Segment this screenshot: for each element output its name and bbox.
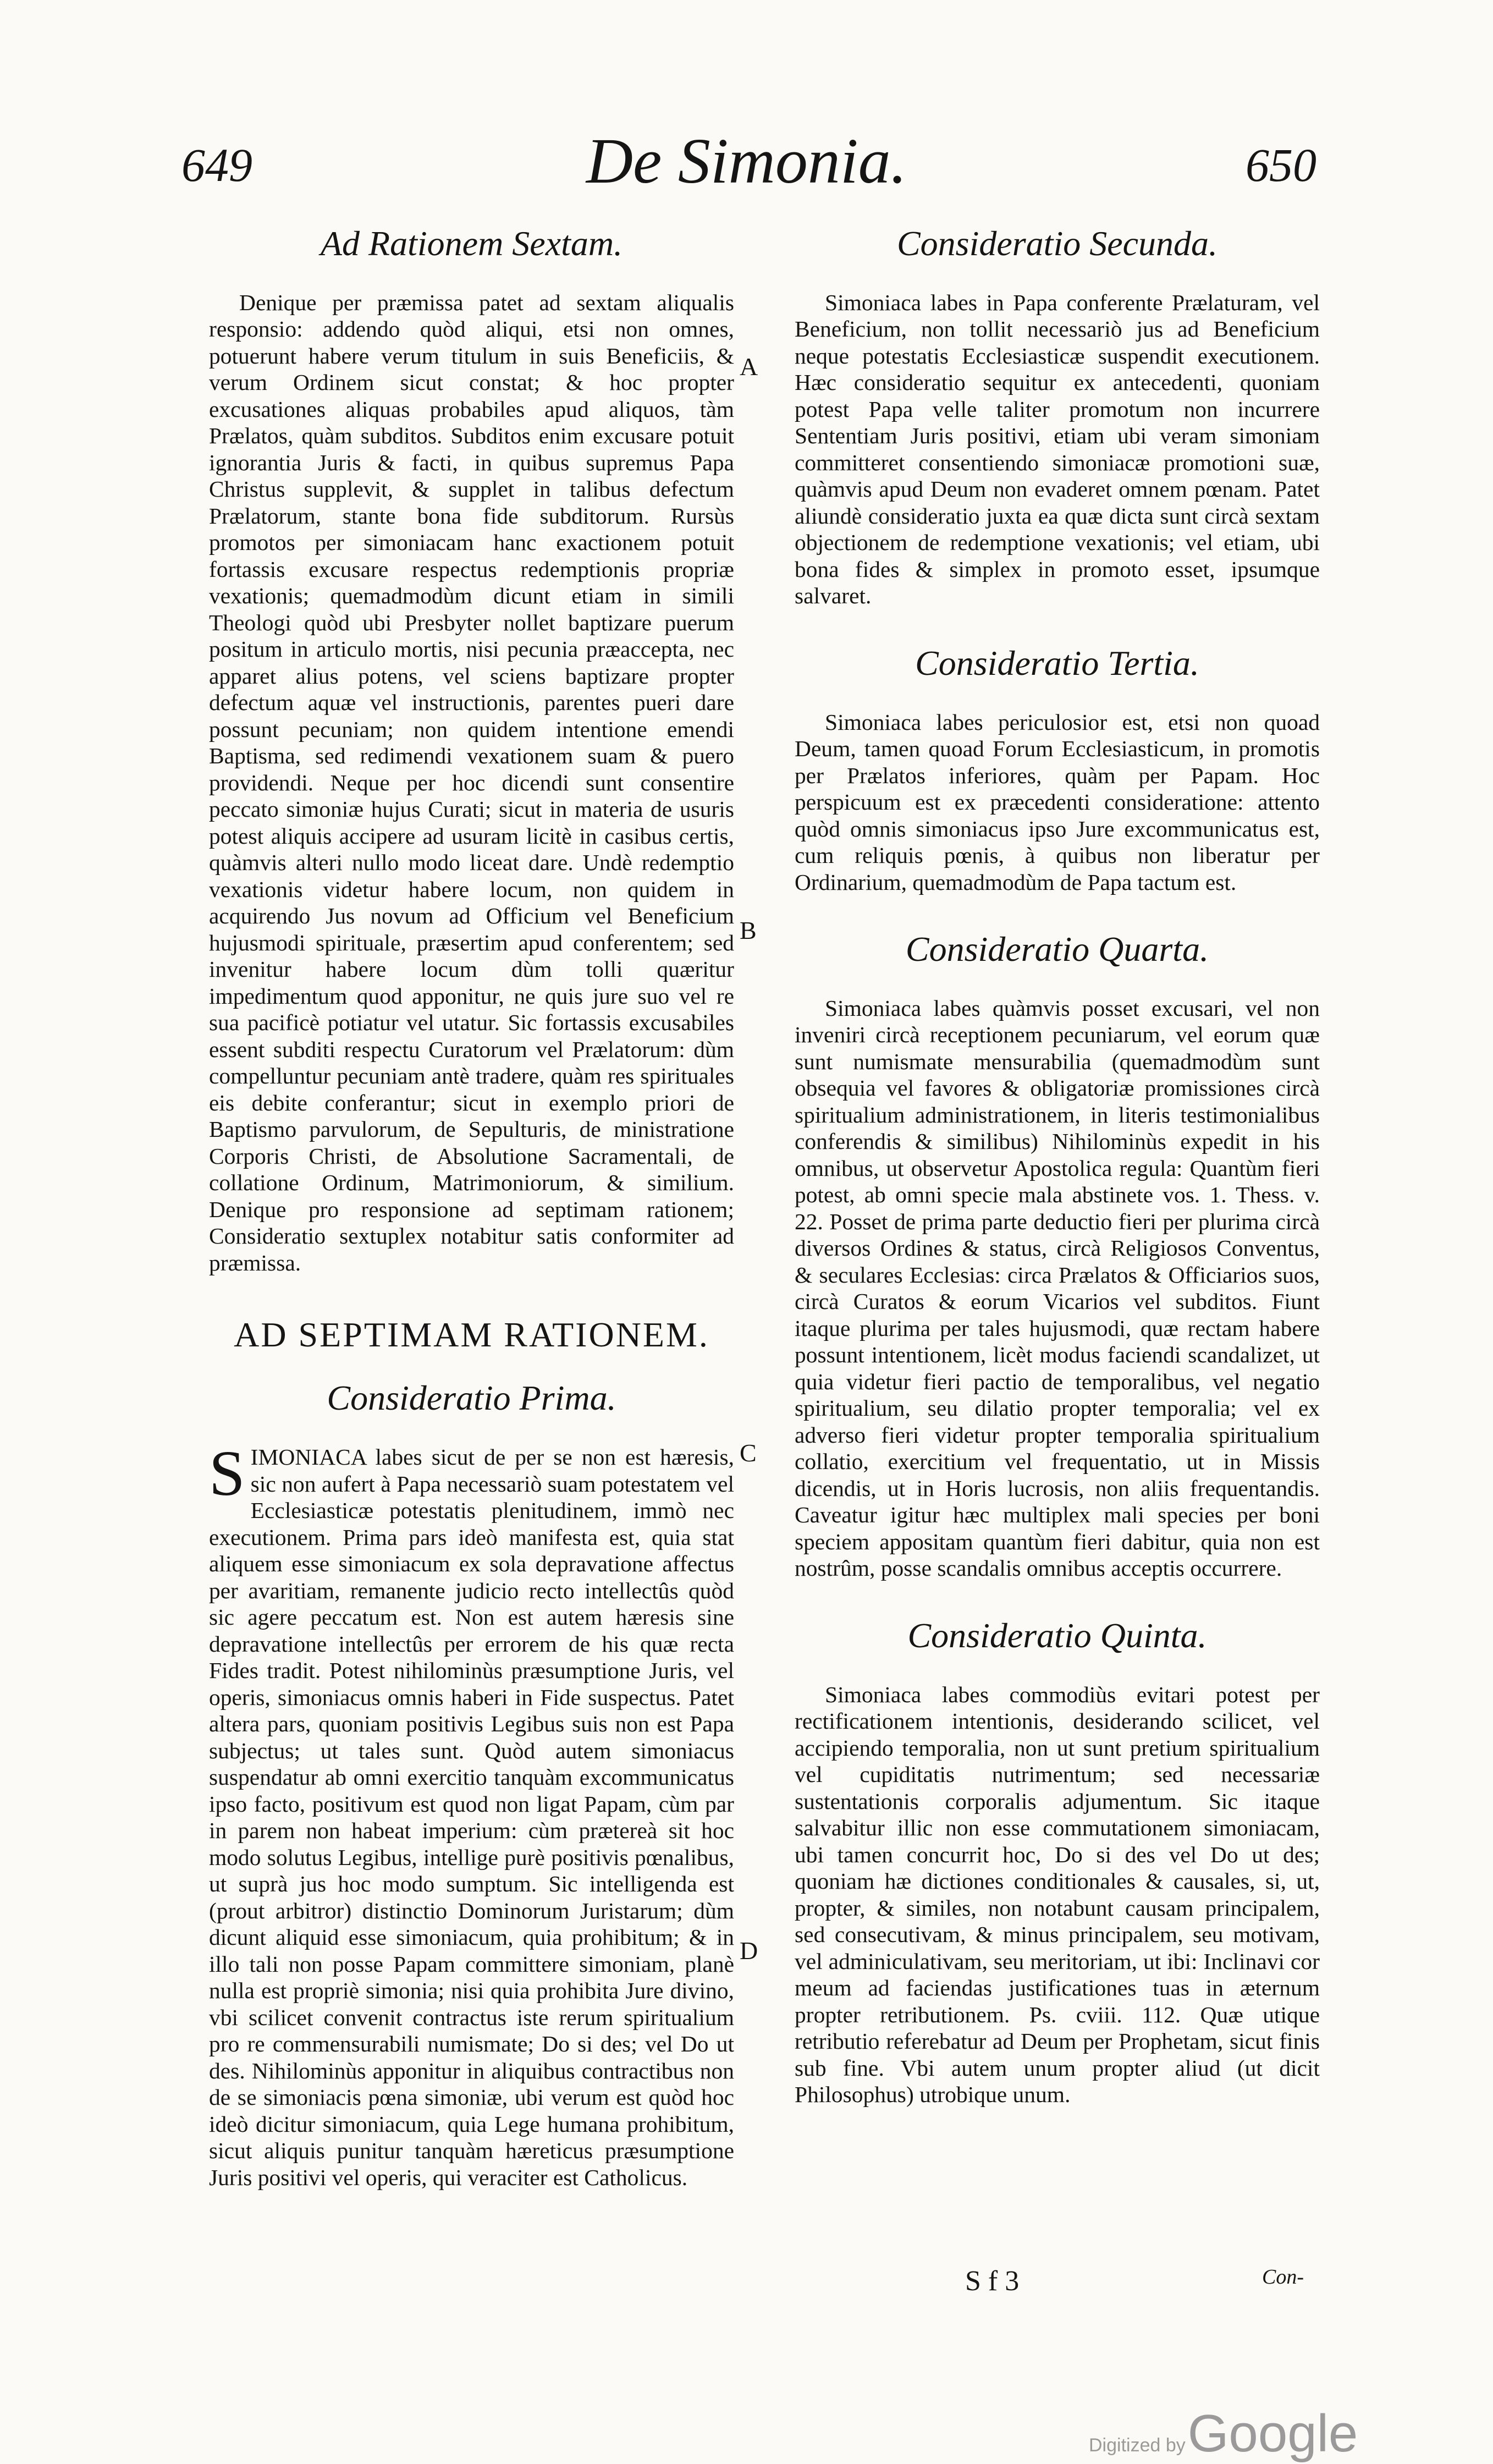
watermark-small-text: Digitized by bbox=[1089, 2435, 1186, 2456]
heading-consideratio-secunda: Consideratio Secunda. bbox=[896, 224, 1218, 263]
right-column bbox=[795, 223, 1320, 2141]
watermark-logo-text: Google bbox=[1187, 2404, 1358, 2463]
catchword: Con- bbox=[1262, 2265, 1304, 2289]
heading-ad-septimam-rationem: AD SEPTIMAM RATIONEM. bbox=[234, 1315, 709, 1355]
page-number-right: 650 bbox=[1246, 139, 1316, 191]
paragraph-secunda: Simoniaca labes in Papa conferente Prælaturam, vel Beneficium, non tollit necessariò jus ad Beneficium neque potestatis Ecclesiasticæ suspendit executionem. Hæc consideratio sequitur ex antecedenti, quoniam potest Papa velle taliter promotum non incurrere Sententiam Juris positivi, etiam ubi veram simoniam committeret consentiendo simoniacæ promotioni suæ, quàmvis apud Deum non evaderet omnem pœnam. Patet aliundè consideratio juxta ea quæ dicta sunt circà sextam objectionem de redemptione vexationis; vel etiam, ubi bona fides & simplex in promoto esset, ipsumque salvaret. bbox=[795, 289, 1320, 609]
paragraph-sextam: Denique per præmissa patet ad sextam aliqualis responsio: addendo quòd aliqui, etsi non omnes, potuerunt habere verum titulum in suis Beneficiis, & verum Ordinem sicut constat; & hoc propter excusationes aliquas probabiles apud aliquos, tàm Prælatos, quàm subditos. Subditos enim excusare potuit ignorantia Juris & facti, in quibus supremus Papa Christus supplevit, & supplet in talibus defectum Prælatorum, stante bona fide subditorum. Rursùs promotos per simoniacam hanc exactionem potuit fortassis excusare respectus redemptionis propriæ vexationis; quemadmodùm dicunt etiam in simili Theologi quòd ubi Presbyter nollet baptizare puerum positum in articulo mortis, nisi pecunia præaccepta, nec apparet alius potens, vel sciens baptizare propter defectum aquæ vel instructionis, parentes pueri dare possunt pecuniam; non quidem intentione emendi Baptisma, sed redimendi vexationem suam & puero providendi. Neque per hoc dicendi sunt consentire peccato simoniæ hujus Curati; sicut in materia de usuris potest aliquis accipere ad usuram licitè in casibus certis, quàmvis alteri nullo modo liceat dare. Undè redemptio vexationis videtur habere locum, non quidem in acquirendo Jus novum ad Officium vel Beneficium hujusmodi spirituale, præsertim apud conferentem; sed invenitur habere locum dùm tolli quæritur impedimentum quod apponitur, ne quis jure suo vel re sua pacificè potiatur vel utatur. Sic fortassis excusabiles essent subditi respectu Curatorum vel Prælatorum: dùm compelluntur pecuniam antè tradere, quàm res spirituales eis debite conferantur; sicut in exemplo priori de Baptismo parvulorum, de Sepulturis, de ministratione Corporis Christi, de Absolutione Sacramentali, de collatione Ordinum, Matrimoniorum, & similium. Denique pro responsione ad septimam rationem; Consideratio sextuplex notabitur satis conformiter ad præmissa. bbox=[209, 289, 734, 1275]
heading-consideratio-prima: Consideratio Prima. bbox=[327, 1378, 616, 1418]
left-column bbox=[209, 223, 734, 2224]
margin-marker-a: A bbox=[740, 353, 758, 381]
margin-marker-b: B bbox=[740, 916, 757, 944]
heading-consideratio-quinta: Consideratio Quinta. bbox=[907, 1615, 1207, 1655]
prima-block bbox=[209, 1437, 734, 2191]
heading-consideratio-quarta: Consideratio Quarta. bbox=[905, 930, 1209, 969]
paragraph-quarta: Simoniaca labes quàmvis posset excusari, vel non inveniri circà receptionem pecuniarum, vel eorum quæ sunt numismate mensurabilia (quemadmodùm sunt obsequia vel favores & obligatoriæ promissiones circà spiritualium administrationem, in literis testimonialibus conferendis & similibus) Nihilominùs expedit in his omnibus, ut observetur Apostolica regula: Quantùm fieri potest, ab omni specie mala abstinete vos. 1. Thess. v. 22. Posset de prima parte deductio fieri per plurima circà diversos Ordines & status, circà Religiosos Conventus, & seculares Ecclesias: circa Prælatos & Officiarios suos, circà Curatos & eorum Vicarios vel subditos. Fiunt itaque plurima per tales hujusmodi, quæ rectam habere possunt intentionem, licèt modus faciendi scandalizet, ut quia videtur fieri pactio de temporalibus, vel negatio spiritualium, seu dilatio propter temporalia; vel ex adverso fieri videtur propter temporalia spiritualium collatio, exercitium vel frequentatio, ut in Missis dicendis, ut in Horis lucrosis, non aliis frequentandis. Caveatur igitur hæc multiplex mali species per boni speciem appositam quantùm fieri dabitur, quia non est nostrûm, posse scandalis omnibus acceptis occurrere. bbox=[795, 995, 1320, 1581]
digitized-by-google-watermark bbox=[1089, 2404, 1358, 2464]
signature-mark: S f 3 bbox=[965, 2265, 1020, 2297]
page-number-left: 649 bbox=[181, 139, 252, 191]
margin-marker-d: D bbox=[740, 1937, 758, 1965]
heading-consideratio-tertia: Consideratio Tertia. bbox=[915, 643, 1199, 683]
running-title: De Simonia. bbox=[586, 125, 907, 197]
paragraph-tertia: Simoniaca labes periculosior est, etsi non quoad Deum, tamen quoad Forum Ecclesiasticum, in promotis per Prælatos inferiores, quàm per Papam. Hoc perspicuum est ex præcedenti consideratione: attento quòd omnis simoniacus ipso Jure excommunicatus est, cum reliquis pœnis, à quibus non liberatur per Ordinarium, quemadmodùm de Papa tactum est. bbox=[795, 709, 1320, 895]
paragraph-quinta: Simoniaca labes commodiùs evitari potest per rectificationem intentionis, desiderando scilicet, vel accipiendo temporalia, non ut sunt pretium spiritualium vel cupiditatis nutrimentum; sed necessariæ sustentationis corporalis adjumentum. Sic itaque salvabitur illic non esse commutationem simoniacam, ubi tamen concurrit hoc, Do si des vel Do ut des; quoniam hæ dictiones conditionales & causales, si, ut, propter, & similes, non notabunt causam principalem, sed consecutivam, & minus principalem, seu motivam, vel adminiculativam, seu meritoriam, ut ibi: Inclinavi cor meum ad faciendas justificationes tuas in æternum propter retributionem. Ps. cviii. 112. Quæ utique retributio referebatur ad Deum per Prophetam, sicut finis sub fine. Vbi autem unum propter aliud (ut dicit Philosophus) utrobique unum. bbox=[795, 1681, 1320, 2108]
margin-marker-c: C bbox=[740, 1439, 757, 1467]
heading-ad-rationem-sextam: Ad Rationem Sextam. bbox=[320, 224, 623, 263]
drop-cap-letter: S bbox=[209, 1437, 245, 1510]
paragraph-prima: IMONIACA labes sicut de per se non est hæresis, sic non aufert à Papa necessariò suam potestatem vel Ecclesiasticæ potestatis plenitudinem, immò nec executionem. Prima pars ideò manifesta est, quia stat aliquem esse simoniacum ex sola depravatione affectus per avaritiam, remanente judicio recto intellectûs quòd sic agere peccatum est. Non est autem hæresis sine depravatione intellectûs per errorem de his quæ recta Fides tradit. Potest nihilominùs præsumptione Juris, vel operis, simoniacus omnis haberi in Fide suspectus. Patet altera pars, quoniam positivis Legibus suis non est Papa subjectus; ut tales sunt. Quòd autem simoniacus suspendatur ab omni exercitio tanquàm excommunicatus ipso facto, positivum est quod non ligat Papam, cùm par in parem non habeat imperium: cùm prætereà sit hoc modo solutus Legibus, intellige purè positivis pœnalibus, ut suprà jus hoc modo sumptum. Sic intelligenda est (prout arbitror) distinctio Dominorum Juristarum; dùm dicunt aliquid esse simoniacum, quia prohibitum; & in illo tali non posse Papam committere simoniam, planè nulla est propriè simonia; nisi quia prohibita Jure divino, vbi scilicet convenit contractus iste rerum spiritualium pro re commensurabili numismate; Do si des; vel Do ut des. Nihilominùs apponitur in aliquibus contractibus non de se simoniacis pœna simoniæ, ubi verum est quòd hoc ideò dicitur simoniacum, quia Lege humana prohibitum, sicut aliquis punitur tanquàm hæreticus præsumptione Juris positivi vel operis, qui veraciter est Catholicus. bbox=[209, 1444, 734, 2190]
